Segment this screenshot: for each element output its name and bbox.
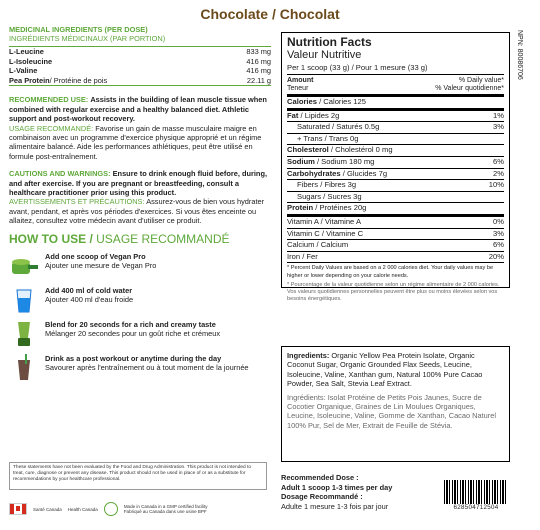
medicinal-row: L-Isoleucine 416 mg [9, 56, 271, 66]
sante-canada: Santé Canada [33, 506, 62, 512]
product-title: Chocolate / Chocolat [200, 6, 340, 22]
certification-logos [9, 499, 269, 519]
nutrition-row: Cholesterol / Cholestérol 0 mg [287, 145, 504, 157]
npn-number: NPN: 80086706 [516, 30, 523, 80]
nutrition-title-fr: Valeur Nutritive [287, 49, 362, 61]
fda-disclaimer: These statements have not been evaluated by the Food and Drug Administration. This product is not intended to treat, cure, diagnose or prevent any disease. This product should not be used in place of or as a substitute for recommendations by your healthcare professional. [9, 462, 267, 490]
nutrition-row: Calcium / Calcium 6% [287, 240, 504, 252]
ingredients-en: Ingredients: Organic Yellow Pea Protein Isolate, Organic Coconut Sugar, Organic Grounded Flax Seeds, Leucine, Isoleucine, Valine, Xanthan gum, Natural 100% Pure Cacao Powder, Sea Salt, Stevia Leaf Extract. [287, 351, 483, 389]
scoop-icon [9, 252, 39, 280]
serving-size: Per 1 scoop (33 g) / Pour 1 mesure (33 g) [287, 63, 504, 75]
step-4: Drink as a post workout or anytime during the day Savourer après l'entraînement ou à tout moment de la journée [9, 354, 271, 382]
nutrition-row: Sodium / Sodium 180 mg 6% [287, 157, 504, 169]
gmp-seal-icon [104, 502, 118, 516]
step-1: Add one scoop of Vegan Pro Ajouter une mesure de Vegan Pro [9, 252, 271, 280]
nutrition-header: Amount Teneur % Daily value* % Valeur quotidienne* [287, 75, 504, 97]
recommended-use-en: RECOMMENDED USE: Assists in the building of lean muscle tissue when combined with regular exercise and a healthy balanced diet. Athletic support and post-workout recovery. [9, 95, 267, 124]
barcode [444, 480, 508, 512]
nutrition-row: + Trans / Trans 0g [287, 134, 504, 146]
how-to-heading: HOW TO USE / USAGE RECOMMANDÉ [9, 231, 230, 246]
nutrition-row: Carbohydrates / Glucides 7g 2% [287, 169, 504, 181]
nutrition-row: Fat / Lipides 2g 1% [287, 111, 504, 123]
nutrition-note-fr: * Pourcentage de la valeur quotidienne selon un régime alimentaire de 2 000 calories. Vos valeurs quotidiennes personnelles peuvent être plus ou moins élevées selon vos besoins énergétiques. [287, 281, 500, 303]
nutrition-row: Sugars / Sucres 3g [287, 192, 504, 204]
cautions-en: CAUTIONS AND WARNINGS: Ensure to drink enough fluid before, during, and after exercise. If you are pregnant or breastfeeding, consult a healthcare practitioner prior using this product. [9, 169, 268, 198]
nutrition-row: Vitamin C / Vitamine C 3% [287, 229, 504, 241]
nutrition-row: Fibers / Fibres 3g 10% [287, 180, 504, 192]
nutrition-row: Vitamin A / Vitamine A 0% [287, 217, 504, 229]
nutrition-row: Iron / Fer 20% [287, 252, 504, 264]
nutrition-rows [287, 97, 504, 263]
made-in-canada: Made in Canada in a GMP certified facility Fabriqué au Canada dans une usine BPF [123, 504, 208, 514]
medicinal-heading-fr: INGRÉDIENTS MÉDICINAUX (PAR PORTION) [9, 34, 166, 43]
canada-flag-icon [9, 503, 27, 515]
nutrition-facts-panel [281, 32, 510, 303]
step-3: Blend for 20 seconds for a rich and creamy taste Mélanger 20 secondes pour un goût riche et crémeux [9, 320, 271, 348]
water-glass-icon [9, 286, 39, 314]
drink-icon [9, 354, 39, 382]
medicinal-row: L-Valine 416 mg [9, 66, 271, 76]
health-canada: Health Canada [67, 506, 98, 512]
blender-icon [9, 320, 39, 348]
barcode-bars [444, 480, 508, 504]
nutrition-row: Saturated / Saturés 0.5g 3% [287, 122, 504, 134]
medicinal-row: L-Leucine 833 mg [9, 47, 271, 56]
nutrition-title-en: Nutrition Facts [287, 35, 372, 49]
nutrition-note-en: * Percent Daily Values are based on a 2 000 calories diet. Your daily values may be higher or lower depending on your calorie needs. [287, 265, 494, 279]
recommended-use-fr: USAGE RECOMMANDÉ: Favorise un gain de masse musculaire maigre en combinaison avec un programme d'exercice physique approprié et un régime alimentaire balancé. Aide les performances athlétiques, peut être utilisé en formule post-entraînement. [9, 123, 262, 161]
nutrition-row: Protein / Protéines 20g [287, 203, 504, 217]
medicinal-row: Pea Protein/ Protéine de pois 22.11 g [9, 75, 271, 85]
ingredients-fr: Ingrédients: Isolat Protéine de Petits Pois Jaunes, Sucre de Cocotier Organique, Graines de Lin Moulues Organiques, Leucine, Isoleucine, Valine, Gomme de Xanthan, Cacao Naturel 100% Pur, Sel de Mer, Extrait de Feuille de Stévia. [287, 392, 496, 430]
left-column [9, 25, 271, 382]
cautions-fr: AVERTISSEMENTS ET PRÉCAUTIONS: Assurez-vous de bien vous hydrater avant, pendant, et après vos périodes d'exercices. Si vous êtes enceinte ou allaitez, consultez votre médecin avant d'utiliser ce produit. [9, 197, 265, 226]
step-2: Add 400 ml of cold water Ajouter 400 ml d'eau froide [9, 286, 271, 314]
medicinal-heading-en: MEDICINAL INGREDIENTS (PER DOSE) [9, 25, 148, 34]
recommended-dose: Recommended Dose : Adult 1 scoop 1-3 times per day Dosage Recommandé : Adulte 1 mesure 1-3 fois par jour [281, 473, 393, 511]
nutrition-row: Calories / Calories 125 [287, 97, 504, 111]
barcode-number: 628504712504 [453, 504, 499, 511]
medicinal-table [9, 46, 271, 86]
ingredients-box [281, 346, 510, 462]
